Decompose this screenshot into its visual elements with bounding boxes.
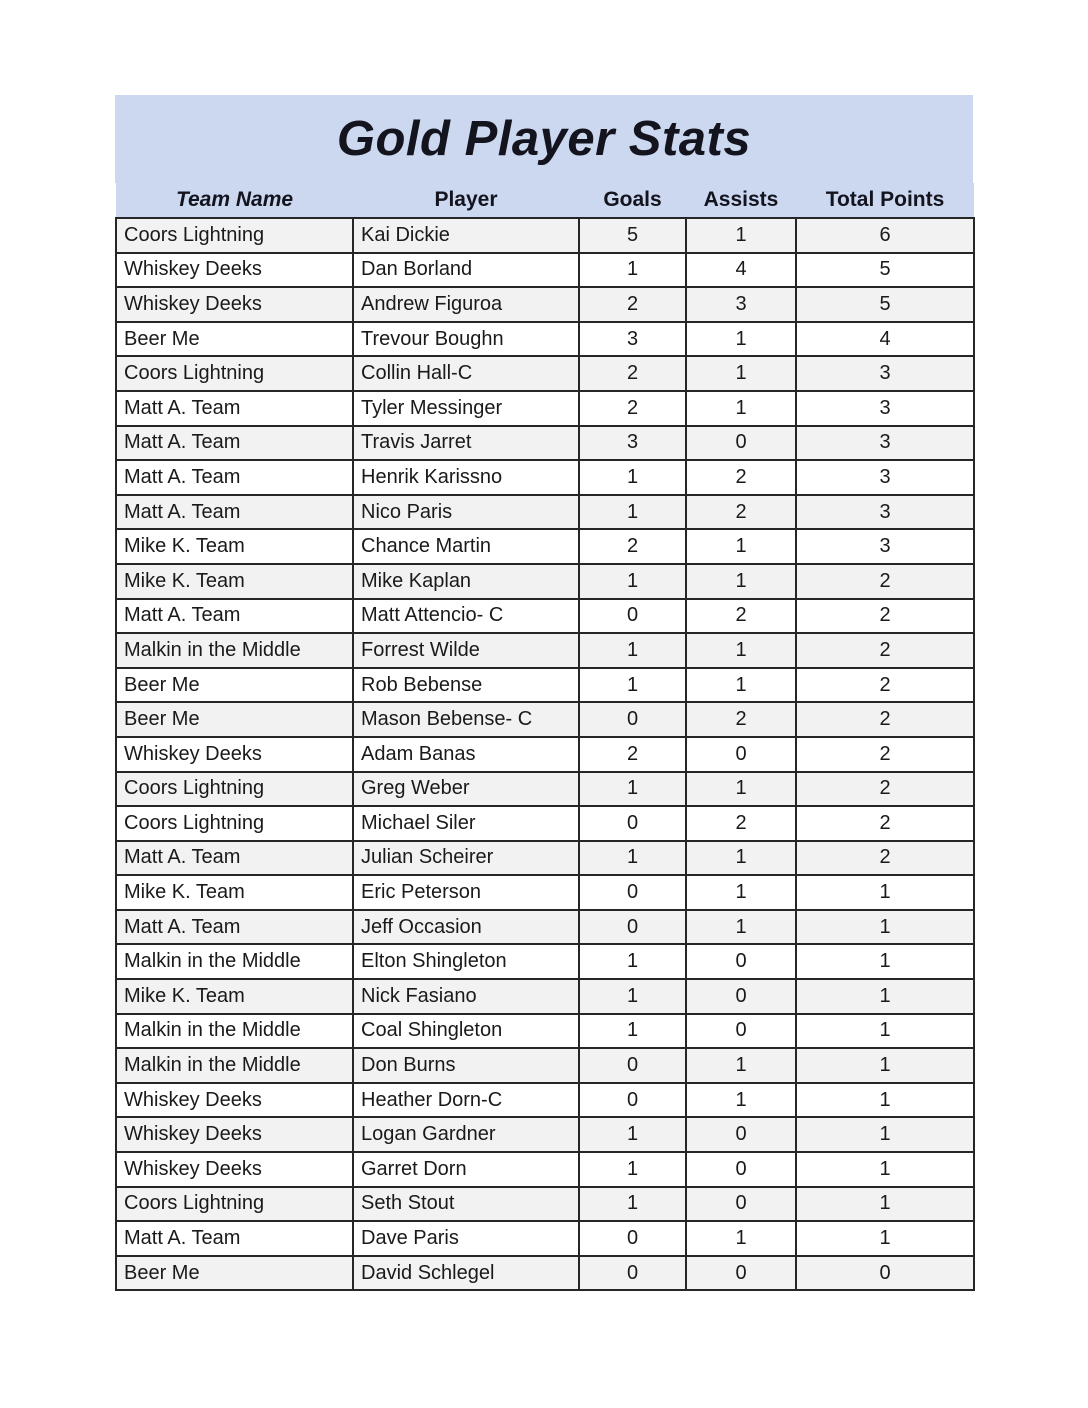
- total-points-cell: 1: [796, 1117, 974, 1152]
- assists-cell: 3: [686, 287, 796, 322]
- player-cell: Don Burns: [353, 1048, 579, 1083]
- goals-cell: 1: [579, 564, 686, 599]
- goals-cell: 2: [579, 391, 686, 426]
- goals-cell: 0: [579, 1083, 686, 1118]
- stats-sheet: [115, 95, 973, 1291]
- table-row: [116, 460, 974, 495]
- table-header: [116, 183, 974, 218]
- column-header-total-points: Total Points: [825, 188, 945, 211]
- total-points-cell: 2: [796, 668, 974, 703]
- total-points-cell: 2: [796, 702, 974, 737]
- team-cell: Whiskey Deeks: [116, 1152, 353, 1187]
- assists-cell: 1: [686, 1048, 796, 1083]
- team-cell: Malkin in the Middle: [116, 1014, 353, 1049]
- team-cell: Beer Me: [116, 702, 353, 737]
- total-points-cell: 1: [796, 1152, 974, 1187]
- table-row: [116, 426, 974, 461]
- goals-cell: 0: [579, 806, 686, 841]
- total-points-cell: 1: [796, 979, 974, 1014]
- title-banner: [115, 95, 973, 183]
- assists-cell: 0: [686, 426, 796, 461]
- goals-cell: 5: [579, 218, 686, 253]
- total-points-cell: 2: [796, 633, 974, 668]
- player-cell: Collin Hall-C: [353, 356, 579, 391]
- total-points-cell: 1: [796, 1014, 974, 1049]
- goals-cell: 1: [579, 460, 686, 495]
- assists-cell: 1: [686, 633, 796, 668]
- player-cell: Seth Stout: [353, 1187, 579, 1222]
- total-points-cell: 3: [796, 391, 974, 426]
- total-points-cell: 2: [796, 737, 974, 772]
- assists-cell: 1: [686, 529, 796, 564]
- table-row: [116, 1083, 974, 1118]
- team-cell: Matt A. Team: [116, 841, 353, 876]
- player-cell: Nico Paris: [353, 495, 579, 530]
- team-cell: Beer Me: [116, 1256, 353, 1291]
- total-points-cell: 1: [796, 1187, 974, 1222]
- assists-cell: 1: [686, 1221, 796, 1256]
- player-cell: Tyler Messinger: [353, 391, 579, 426]
- assists-cell: 0: [686, 1117, 796, 1152]
- total-points-cell: 6: [796, 218, 974, 253]
- total-points-cell: 2: [796, 564, 974, 599]
- table-row: [116, 1048, 974, 1083]
- assists-cell: 1: [686, 564, 796, 599]
- header-row: [116, 183, 974, 218]
- table-row: [116, 806, 974, 841]
- goals-cell: 1: [579, 253, 686, 288]
- team-cell: Matt A. Team: [116, 910, 353, 945]
- player-cell: Dan Borland: [353, 253, 579, 288]
- table-row: [116, 356, 974, 391]
- team-cell: Malkin in the Middle: [116, 633, 353, 668]
- table-row: [116, 1187, 974, 1222]
- player-cell: Mason Bebense- C: [353, 702, 579, 737]
- table-row: [116, 1221, 974, 1256]
- team-cell: Whiskey Deeks: [116, 253, 353, 288]
- stats-table-body: [116, 218, 974, 1290]
- table-row: [116, 1014, 974, 1049]
- table-row: [116, 322, 974, 357]
- goals-cell: 0: [579, 1221, 686, 1256]
- table-row: [116, 737, 974, 772]
- goals-cell: 0: [579, 875, 686, 910]
- total-points-cell: 3: [796, 356, 974, 391]
- assists-cell: 1: [686, 391, 796, 426]
- player-cell: Logan Gardner: [353, 1117, 579, 1152]
- goals-cell: 1: [579, 1117, 686, 1152]
- total-points-cell: 0: [796, 1256, 974, 1291]
- player-cell: Michael Siler: [353, 806, 579, 841]
- total-points-cell: 2: [796, 806, 974, 841]
- team-cell: Mike K. Team: [116, 875, 353, 910]
- team-cell: Whiskey Deeks: [116, 1083, 353, 1118]
- assists-cell: 0: [686, 979, 796, 1014]
- total-points-cell: 3: [796, 495, 974, 530]
- player-cell: Henrik Karissno: [353, 460, 579, 495]
- table-row: [116, 979, 974, 1014]
- column-header-goals: Goals: [603, 188, 662, 211]
- player-cell: David Schlegel: [353, 1256, 579, 1291]
- goals-cell: 2: [579, 737, 686, 772]
- goals-cell: 1: [579, 1152, 686, 1187]
- assists-cell: 0: [686, 1014, 796, 1049]
- player-cell: Rob Bebense: [353, 668, 579, 703]
- team-cell: Whiskey Deeks: [116, 287, 353, 322]
- total-points-cell: 1: [796, 1048, 974, 1083]
- total-points-cell: 3: [796, 460, 974, 495]
- table-row: [116, 702, 974, 737]
- goals-cell: 1: [579, 1014, 686, 1049]
- player-cell: Eric Peterson: [353, 875, 579, 910]
- total-points-cell: 2: [796, 841, 974, 876]
- team-cell: Coors Lightning: [116, 356, 353, 391]
- assists-cell: 2: [686, 806, 796, 841]
- assists-cell: 0: [686, 1256, 796, 1291]
- team-cell: Whiskey Deeks: [116, 737, 353, 772]
- team-cell: Malkin in the Middle: [116, 944, 353, 979]
- goals-cell: 1: [579, 495, 686, 530]
- assists-cell: 1: [686, 356, 796, 391]
- team-cell: Whiskey Deeks: [116, 1117, 353, 1152]
- total-points-cell: 3: [796, 426, 974, 461]
- team-cell: Coors Lightning: [116, 1187, 353, 1222]
- goals-cell: 1: [579, 944, 686, 979]
- player-cell: Chance Martin: [353, 529, 579, 564]
- player-cell: Matt Attencio- C: [353, 599, 579, 634]
- total-points-cell: 2: [796, 599, 974, 634]
- assists-cell: 1: [686, 1083, 796, 1118]
- goals-cell: 2: [579, 287, 686, 322]
- team-cell: Matt A. Team: [116, 1221, 353, 1256]
- table-row: [116, 841, 974, 876]
- player-cell: Nick Fasiano: [353, 979, 579, 1014]
- team-cell: Coors Lightning: [116, 772, 353, 807]
- column-header-assists: Assists: [703, 188, 779, 211]
- table-row: [116, 495, 974, 530]
- assists-cell: 1: [686, 668, 796, 703]
- team-cell: Mike K. Team: [116, 564, 353, 599]
- goals-cell: 1: [579, 668, 686, 703]
- assists-cell: 2: [686, 702, 796, 737]
- team-cell: Mike K. Team: [116, 529, 353, 564]
- player-cell: Andrew Figuroa: [353, 287, 579, 322]
- column-header-player: Player: [434, 188, 498, 211]
- total-points-cell: 1: [796, 944, 974, 979]
- assists-cell: 0: [686, 1152, 796, 1187]
- goals-cell: 0: [579, 599, 686, 634]
- goals-cell: 0: [579, 702, 686, 737]
- table-row: [116, 287, 974, 322]
- assists-cell: 1: [686, 910, 796, 945]
- goals-cell: 3: [579, 426, 686, 461]
- assists-cell: 2: [686, 495, 796, 530]
- player-cell: Heather Dorn-C: [353, 1083, 579, 1118]
- player-cell: Julian Scheirer: [353, 841, 579, 876]
- total-points-cell: 4: [796, 322, 974, 357]
- team-cell: Malkin in the Middle: [116, 1048, 353, 1083]
- table-row: [116, 529, 974, 564]
- player-cell: Trevour Boughn: [353, 322, 579, 357]
- assists-cell: 0: [686, 737, 796, 772]
- assists-cell: 2: [686, 599, 796, 634]
- total-points-cell: 2: [796, 772, 974, 807]
- player-cell: Coal Shingleton: [353, 1014, 579, 1049]
- team-cell: Coors Lightning: [116, 218, 353, 253]
- total-points-cell: 1: [796, 1083, 974, 1118]
- goals-cell: 1: [579, 1187, 686, 1222]
- total-points-cell: 1: [796, 1221, 974, 1256]
- page-title: Gold Player Stats: [336, 112, 752, 166]
- team-cell: Matt A. Team: [116, 460, 353, 495]
- goals-cell: 1: [579, 633, 686, 668]
- goals-cell: 1: [579, 979, 686, 1014]
- team-cell: Matt A. Team: [116, 495, 353, 530]
- player-cell: Jeff Occasion: [353, 910, 579, 945]
- table-row: [116, 633, 974, 668]
- assists-cell: 4: [686, 253, 796, 288]
- stats-table: [115, 183, 975, 1291]
- player-cell: Travis Jarret: [353, 426, 579, 461]
- table-row: [116, 391, 974, 426]
- table-row: [116, 253, 974, 288]
- table-row: [116, 1152, 974, 1187]
- assists-cell: 2: [686, 460, 796, 495]
- assists-cell: 1: [686, 841, 796, 876]
- team-cell: Matt A. Team: [116, 391, 353, 426]
- total-points-cell: 1: [796, 875, 974, 910]
- player-cell: Garret Dorn: [353, 1152, 579, 1187]
- assists-cell: 1: [686, 875, 796, 910]
- player-cell: Kai Dickie: [353, 218, 579, 253]
- team-cell: Matt A. Team: [116, 599, 353, 634]
- total-points-cell: 1: [796, 910, 974, 945]
- assists-cell: 0: [686, 1187, 796, 1222]
- team-cell: Coors Lightning: [116, 806, 353, 841]
- team-cell: Beer Me: [116, 322, 353, 357]
- assists-cell: 1: [686, 772, 796, 807]
- goals-cell: 0: [579, 1048, 686, 1083]
- table-row: [116, 599, 974, 634]
- assists-cell: 1: [686, 322, 796, 357]
- goals-cell: 2: [579, 356, 686, 391]
- team-cell: Beer Me: [116, 668, 353, 703]
- player-cell: Dave Paris: [353, 1221, 579, 1256]
- player-cell: Adam Banas: [353, 737, 579, 772]
- goals-cell: 3: [579, 322, 686, 357]
- assists-cell: 1: [686, 218, 796, 253]
- player-cell: Mike Kaplan: [353, 564, 579, 599]
- team-cell: Matt A. Team: [116, 426, 353, 461]
- player-cell: Greg Weber: [353, 772, 579, 807]
- table-row: [116, 1256, 974, 1291]
- total-points-cell: 5: [796, 287, 974, 322]
- table-row: [116, 944, 974, 979]
- player-cell: Forrest Wilde: [353, 633, 579, 668]
- total-points-cell: 5: [796, 253, 974, 288]
- goals-cell: 2: [579, 529, 686, 564]
- goals-cell: 1: [579, 841, 686, 876]
- table-row: [116, 875, 974, 910]
- assists-cell: 0: [686, 944, 796, 979]
- table-row: [116, 1117, 974, 1152]
- table-row: [116, 772, 974, 807]
- goals-cell: 1: [579, 772, 686, 807]
- goals-cell: 0: [579, 1256, 686, 1291]
- player-cell: Elton Shingleton: [353, 944, 579, 979]
- table-row: [116, 564, 974, 599]
- column-header-team: Team Name: [175, 188, 294, 211]
- team-cell: Mike K. Team: [116, 979, 353, 1014]
- table-row: [116, 668, 974, 703]
- goals-cell: 0: [579, 910, 686, 945]
- table-row: [116, 218, 974, 253]
- total-points-cell: 3: [796, 529, 974, 564]
- table-row: [116, 910, 974, 945]
